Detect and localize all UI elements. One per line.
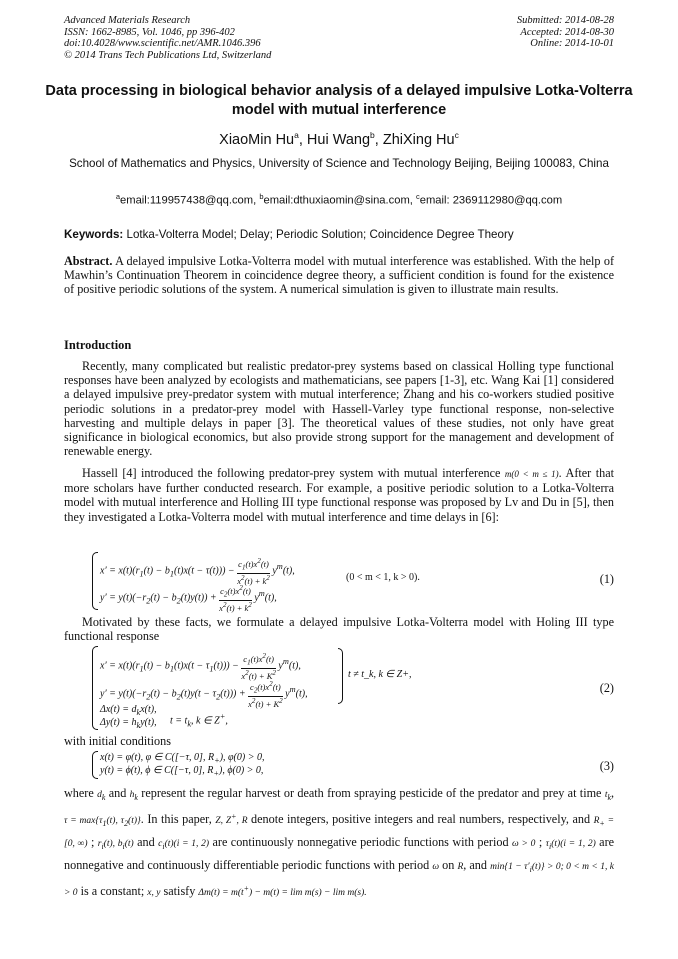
paragraph-text: , and [463, 857, 487, 872]
inline-math: $c_i(t)(i = 1$, 2) [158, 838, 210, 851]
journal-info [64, 15, 271, 61]
author-name: Hui Wang [306, 131, 371, 148]
paragraph-text: where [64, 786, 94, 800]
equation-number: (1) [599, 572, 614, 586]
email-list: $^a$email:119957438@qq.com, $^b$email:dthuxiaomin@sina.com, $^c$email: 2369112980@qq.com [115, 192, 563, 207]
paragraph-text: . In this paper, [140, 812, 212, 827]
intro-paragraph-3: Motivated by these facts, we formulate a delayed impulsive Lotka-Volterra model with Holing III type functional response [64, 615, 614, 644]
paragraph-text: Hassell [4] introduced the following predator-prey system with mutual interference [82, 466, 501, 480]
email-sup: b [259, 192, 264, 201]
equation-line: x(t) = φ(t), φ ∈ C([−τ, 0], $R_+$), φ(0) > 0, [100, 752, 265, 765]
equation-line: $t = t_k$, k ∈ Z+, [170, 712, 228, 729]
inline-math: $\tau = \max\{\tau_1(t)$, $\tau_2(t)$} [64, 816, 141, 828]
equation-brace [92, 751, 98, 779]
equation-number: (2) [599, 681, 614, 695]
author-sup: c [454, 130, 459, 140]
inline-math: $R_+ = [0$, ∞) [64, 816, 615, 849]
inline-math: m(0 < m ≤ 1) [504, 469, 559, 479]
equation-brace [92, 646, 98, 730]
author-sup: b [370, 130, 375, 140]
where-paragraph: where $d_k$ and $h_k$ represent the regular harvest or death from spraying pesticide of the predator and prey at time $t_k$, $\tau = \max\{\tau_1(t)$, $\tau_2(t)$}. In this paper, Z, Z+, R denote integers, positive integers and real numbers, respectively, and $R_+ = [0$, ∞) ; $r_i(t)$, $b_i(t)$ and $c_i(t)(i = 1$, 2) are continuously nonnegative periodic functions with period ω > 0 ; $\tau_i(t)(i = 1$, 2) are nonnegative and continuously differentiable periodic functions with period ω on R, and $\min\{1 - \tau'_i(t)\} > 0$; 0 < m < 1, k > 0 is a constant; x, y satisfy Δm(t) = m(t+) − m(t) = lim m(s) − lim m(s). [64, 786, 615, 898]
section-heading: Introduction [64, 338, 132, 352]
inline-math: $d_k$ [97, 790, 106, 802]
copyright: © 2014 Trans Tech Publications Ltd, Switzerland [64, 49, 272, 61]
inline-math: R [457, 861, 464, 872]
paragraph-text: is a constant; [80, 883, 145, 898]
doi: doi:10.4028/www.scientific.net/AMR.1046.396 [64, 38, 261, 50]
inline-math: $t_k$ [604, 790, 611, 802]
inline-math: $h_k$ [129, 790, 138, 802]
inline-math: $\min\{1 - \tau'_i(t)\} > 0$; 0 < m < 1, k > 0 [64, 861, 614, 898]
paragraph-text: are nonnegative and continuously differentiable periodic functions with period [64, 834, 615, 872]
inline-math: $\tau_i(t)(i = 1$, 2) [545, 838, 596, 851]
inline-math: Z, Z+, R [215, 811, 248, 827]
online-date: Online: 2014-10-01 [530, 38, 614, 50]
equation-line: $\Delta x(t) = d_kx(t)$, $\Delta y(t) = h_ky(t)$, [100, 704, 157, 730]
equation-line: y(t) = ϕ(t), ϕ ∈ C([−τ, 0], $R_+$), ϕ(0) > 0, [100, 765, 264, 778]
email-sup: c [416, 192, 420, 201]
email: email: 2369112980@qq.com [419, 194, 563, 207]
keywords-text: Lotka-Volterra Model; Delay; Periodic Solution; Coincidence Degree Theory [126, 228, 514, 241]
equation-brace [338, 648, 343, 704]
equation-line: $x' = x(t)(r_1(t) - b_1(t)x(t - \tau_1(t)))$ − $\frac{c_1(t)x^2(t)}{x^2(t) + K^2}$ $y^m(t)$, [100, 652, 301, 681]
author-sup: a [294, 130, 299, 140]
intro-paragraph-2 [64, 466, 614, 524]
equation-line: $y' = y(t)(-r_2(t) - b_2(t)y(t))$ + $\frac{c_2(t)x^2(t)}{x^2(t) + k^2}$ $y^m(t)$, [100, 584, 277, 613]
paragraph-text: are continuously nonnegative periodic functions with period [212, 834, 509, 849]
inline-math: ω > 0 [512, 838, 536, 849]
equation-line: $y' = y(t)(-r_2(t) - b_2(t)y(t - \tau_2(t)))$ + $\frac{c_2(t)x^2(t)}{x^2(t) + K^2}$ $y^m(t)$, [100, 680, 308, 709]
affiliation: School of Mathematics and Physics, University of Science and Technology Beijing, Beijing 100083, China [69, 157, 609, 170]
journal-name: Advanced Materials Research [64, 15, 191, 26]
dates-info [517, 15, 614, 50]
equation-brace [92, 552, 98, 610]
submitted-date: Submitted: 2014-08-28 [516, 15, 614, 26]
paragraph-text: . After that more scholars have further conducted research. For example, a positive periodic solution to a Lotka-Volterra model with mutual interference and Holling III type functional response was proposed by Lv and Du in [5], then they investigated a Lotka-Volterra model with mutual interference and time delays in [6]: [64, 466, 614, 524]
abstract-label: Abstract. [64, 254, 113, 268]
keywords [64, 228, 616, 241]
intro-paragraph-1: Recently, many complicated but realistic predator-prey systems based on classical Holling type functional responses have been analyzed by ecologists and mathematicians, see papers [1-3], etc. Wang Kai [1] considered a delayed impulsive prey-predator system with mutual interference; Zhang and his co-workers studied positive periodic solutions in a predator-prey model with Hassell-Varley type functional response, non-selective harvesting and multiple delays in paper [3]. The theoretical values of these studies, not only have great significance in biological economics, but also provide strong support for the management and development of renewable energy. [64, 359, 614, 459]
email-sup: a [115, 192, 121, 201]
paragraph-text: on [442, 857, 455, 872]
accepted-date: Accepted: 2014-08-30 [520, 26, 614, 38]
inline-math: Δm(t) = m(t+) − m(t) = lim m(s) − lim m(s). [198, 883, 367, 898]
abstract [64, 254, 614, 297]
paragraph-text: satisfy [163, 883, 196, 898]
paragraph-text: with initial conditions [64, 734, 171, 748]
inline-math: ω [432, 861, 440, 872]
inline-math: $r_i(t)$, $b_i(t)$ [97, 838, 134, 851]
inline-math: x, y [147, 887, 161, 898]
abstract-text: A delayed impulsive Lotka-Volterra model with mutual interference was established. With the help of Mawhin’s Continuation Theorem in coincidence degree theory, a sufficient condition is found for the existence of positive periodic solutions of the system. A numerical simulation is given to illustrate main results. [64, 254, 614, 297]
author-list: XiaoMin Hu$^a$, Hui Wang$^b$, ZhiXing Hu$^c$ [219, 130, 459, 148]
author-name: XiaoMin Hu [219, 131, 295, 148]
issn: ISSN: 1662-8985, Vol. 1046, pp 396-402 [64, 26, 235, 38]
keywords-label: Keywords: [64, 228, 124, 241]
equation-condition: t ≠ t_k, k ∈ Z+, [348, 669, 412, 680]
paragraph-text: represent the regular harvest or death from spraying pesticide of the predator and prey at time [141, 786, 602, 800]
equation-number: (3) [599, 759, 614, 773]
paragraph-text: denote integers, positive integers and real numbers, respectively, and [251, 812, 591, 827]
equation-line: $x' = x(t)(r_1(t) - b_1(t)x(t - \tau(t)))$ − $\frac{c_1(t)x^2(t)}{x^2(t) + k^2}$ $y^m(t)$, [100, 557, 295, 586]
email: email:119957438@qq.com [120, 194, 254, 207]
email: email:dthuxiaomin@sina.com [263, 194, 410, 207]
paper-title: Data processing in biological behavior analysis of a delayed impulsive Lotka-Volterra model with mutual interference [45, 83, 633, 118]
author-name: ZhiXing Hu [382, 131, 455, 148]
equation-condition: (0 < m < 1, k > 0). [346, 572, 420, 583]
